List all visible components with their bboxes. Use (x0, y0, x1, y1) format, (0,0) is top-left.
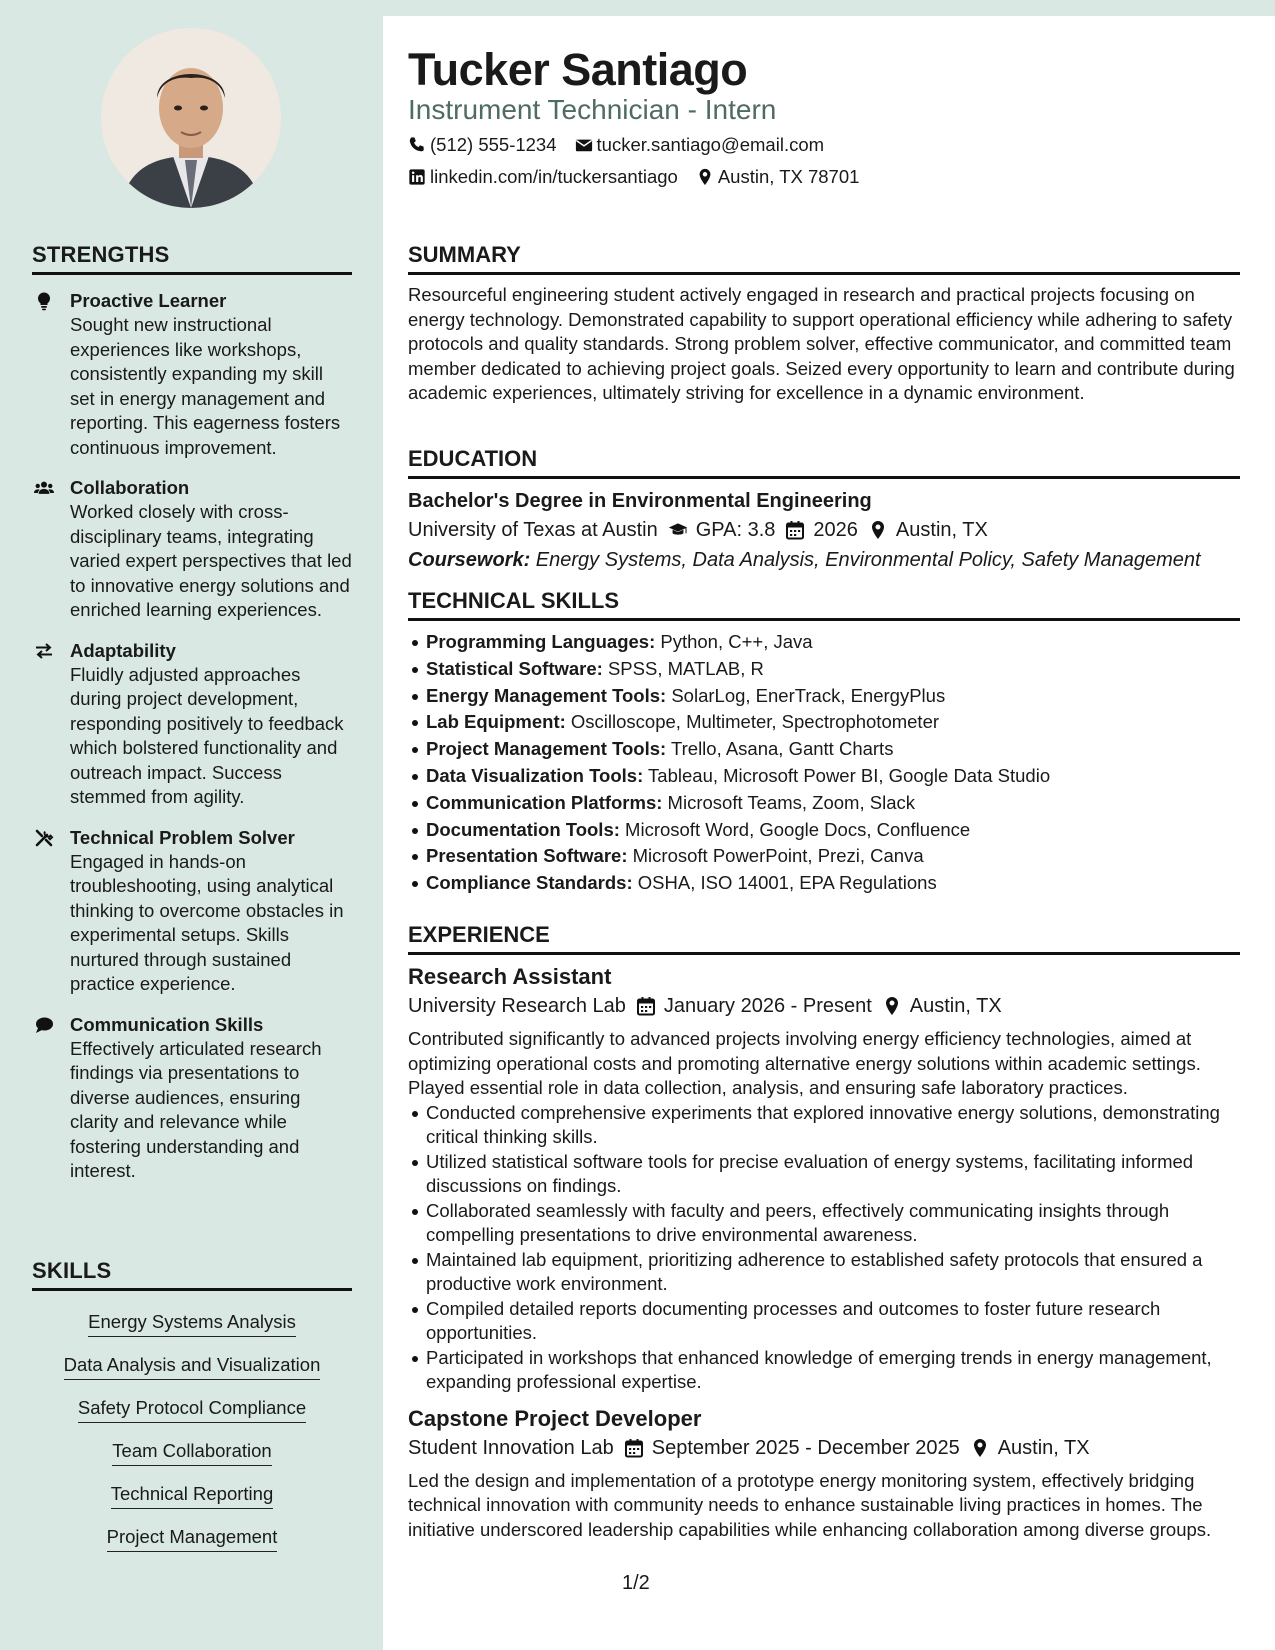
education-heading: EDUCATION (408, 446, 1240, 479)
map-pin-icon (882, 996, 902, 1016)
skill-item: Technical Reporting (32, 1481, 352, 1509)
exchange-icon (32, 640, 56, 662)
users-icon (32, 477, 56, 499)
calendar-icon (624, 1438, 644, 1458)
job-location: Austin, TX (882, 991, 1002, 1021)
skill-item: Energy Systems Analysis (32, 1309, 352, 1337)
school-name: University of Texas at Austin (408, 519, 658, 541)
candidate-name: Tucker Santiago (408, 44, 748, 95)
strength-description: Worked closely with cross-disciplinary teams, integrating varied expert perspectives that led to innovative energy solutions and enriched learning experiences. (70, 501, 352, 620)
tech-skill-item: Lab Equipment: Oscilloscope, Multimeter, Spectrophotometer (408, 709, 1240, 736)
location-contact: Austin, TX 78701 (696, 166, 860, 188)
phone-contact[interactable]: (512) 555-1234 (408, 134, 557, 156)
strength-description: Engaged in hands-on troubleshooting, using analytical thinking to overcome obstacles in experimental setups. Skills nurtured through sustained practice experience. (70, 850, 344, 994)
skill-item: Safety Protocol Compliance (32, 1395, 352, 1423)
job-summary: Contributed significantly to advanced projects involving energy efficiency technologies, aimed at optimizing operational costs and promoting alternative energy solutions within academic settings. Played essential role in data collection, analysis, and ensuring safe laboratory practices. (408, 1028, 1201, 1098)
contact-row (408, 166, 859, 188)
strength-item (32, 1013, 352, 1184)
tools-icon (32, 827, 56, 849)
strength-title: Collaboration (70, 477, 190, 498)
summary-section (408, 242, 1240, 406)
tech-skill-item: Documentation Tools: Microsoft Word, Google Docs, Confluence (408, 817, 1240, 844)
strength-description: Fluidly adjusted approaches during project development, responding positively to feedback which bolstered functionality and outreach impact. Success stemmed from agility. (70, 663, 344, 807)
summary-text: Resourceful engineering student actively engaged in research and practical projects focusing on energy technology. Demonstrated capability to support operational efficiency while adhering to safety protocols and quality standards. Strong problem solver, effective communicator, and committed team member dedicated to achieving project goals. Seized every opportunity to learn and contribute during academic experiences, ultimately striving for excellence in a dynamic environment. (408, 284, 1235, 403)
strengths-section (32, 242, 352, 1200)
technical-skills-heading: TECHNICAL SKILLS (408, 588, 1240, 621)
skills-section (32, 1258, 352, 1567)
degree-title: Bachelor's Degree in Environmental Engineering (408, 490, 872, 512)
skills-list (32, 1305, 352, 1552)
education-section (408, 446, 1240, 575)
map-pin-icon (868, 520, 888, 540)
job-location: Austin, TX (970, 1433, 1090, 1463)
skill-item: Team Collaboration (32, 1438, 352, 1466)
job-bullet: Compiled detailed reports documenting processes and outcomes to foster future research opportunities. (408, 1297, 1240, 1346)
linkedin-icon (408, 168, 426, 186)
job-bullet: Participated in workshops that enhanced knowledge of emerging trends in energy management, expanding professional expertise. (408, 1346, 1240, 1395)
location-item: Austin, TX (868, 515, 988, 545)
tech-skill-item: Compliance Standards: OSHA, ISO 14001, EPA Regulations (408, 870, 1240, 897)
job-bullets (408, 1101, 1240, 1395)
candidate-role: Instrument Technician - Intern (408, 94, 777, 125)
phone-icon (408, 136, 426, 154)
experience-section (408, 922, 1240, 1542)
lightbulb-icon (32, 290, 56, 312)
strength-item (32, 639, 352, 810)
tech-skill-item: Presentation Software: Microsoft PowerPoint, Prezi, Canva (408, 843, 1240, 870)
job-title: Capstone Project Developer (408, 1405, 702, 1431)
job-bullet: Conducted comprehensive experiments that explored innovative energy solutions, demonstrating critical thinking skills. (408, 1101, 1240, 1150)
job-summary: Led the design and implementation of a prototype energy monitoring system, effectively bridging technical innovation with community needs to enhance sustainable living practices in homes. The initiative underscored leadership capabilities while enhancing collaboration among diverse groups. (408, 1469, 1212, 1540)
gpa-item: GPA: 3.8 (668, 515, 776, 545)
strength-item (32, 476, 352, 623)
job-dates: January 2026 - Present (636, 991, 872, 1021)
skill-item: Project Management (32, 1524, 352, 1552)
calendar-icon (785, 520, 805, 540)
job-meta (408, 1433, 1240, 1463)
strength-item (32, 289, 352, 460)
linkedin-contact[interactable]: linkedin.com/in/tuckersantiago (408, 166, 678, 188)
map-pin-icon (696, 168, 714, 186)
tech-skill-item: Project Management Tools: Trello, Asana, Gantt Charts (408, 736, 1240, 763)
tech-skill-item: Statistical Software: SPSS, MATLAB, R (408, 656, 1240, 683)
job-org: University Research Lab (408, 995, 626, 1017)
strength-title: Adaptability (70, 639, 176, 661)
strength-item (32, 826, 352, 997)
comment-icon (32, 1014, 56, 1036)
map-pin-icon (970, 1438, 990, 1458)
strength-title: Technical Problem Solver (70, 826, 295, 848)
tech-skill-item: Data Visualization Tools: Tableau, Microsoft Power BI, Google Data Studio (408, 763, 1240, 790)
strength-description: Sought new instructional experiences like workshops, consistently expanding my skill set in energy management and reporting. This eagerness fosters continuous improvement. (70, 314, 341, 458)
job-bullet: Utilized statistical software tools for precise evaluation of energy systems, facilitating informed discussions on findings. (408, 1150, 1240, 1199)
portrait-illustration (101, 28, 281, 208)
envelope-icon (575, 136, 593, 154)
job-title: Research Assistant (408, 964, 612, 989)
education-meta (408, 515, 1240, 545)
page-number: 1/2 (622, 1572, 650, 1594)
strength-description: Effectively articulated research findings via presentations to diverse audiences, ensuring clarity and relevance while fostering understanding and interest. (70, 1037, 322, 1181)
job-dates: September 2025 - December 2025 (624, 1433, 960, 1463)
tech-skill-item: Communication Platforms: Microsoft Teams, Zoom, Slack (408, 790, 1240, 817)
contact-row (408, 134, 824, 156)
technical-skills-section (408, 588, 1240, 897)
skills-heading: SKILLS (32, 1258, 352, 1291)
job-bullet: Collaborated seamlessly with faculty and peers, effectively communicating insights through compelling presentations to drive environmental awareness. (408, 1199, 1240, 1248)
graduation-cap-icon (668, 520, 688, 540)
skill-item: Data Analysis and Visualization (32, 1352, 352, 1380)
strength-title: Proactive Learner (70, 290, 227, 311)
job-entry (408, 963, 1240, 1395)
profile-photo (101, 28, 281, 208)
job-meta (408, 991, 1240, 1021)
strengths-heading: STRENGTHS (32, 242, 352, 275)
calendar-icon (636, 996, 656, 1016)
tech-skill-item: Energy Management Tools: SolarLog, EnerTrack, EnergyPlus (408, 683, 1240, 710)
strength-title: Communication Skills (70, 1013, 264, 1035)
tech-skill-item: Programming Languages: Python, C++, Java (408, 629, 1240, 656)
job-entry (408, 1405, 1240, 1543)
technical-skills-list (408, 629, 1240, 897)
experience-heading: EXPERIENCE (408, 922, 1240, 955)
email-contact[interactable]: tucker.santiago@email.com (575, 134, 825, 156)
year-item: 2026 (785, 515, 858, 545)
sidebar (0, 0, 383, 1650)
job-bullet: Maintained lab equipment, prioritizing adherence to established safety protocols that ensured a productive work environment. (408, 1248, 1240, 1297)
coursework: Coursework: Energy Systems, Data Analysis, Environmental Policy, Safety Management (408, 549, 1201, 571)
summary-heading: SUMMARY (408, 242, 1240, 275)
job-org: Student Innovation Lab (408, 1436, 614, 1459)
